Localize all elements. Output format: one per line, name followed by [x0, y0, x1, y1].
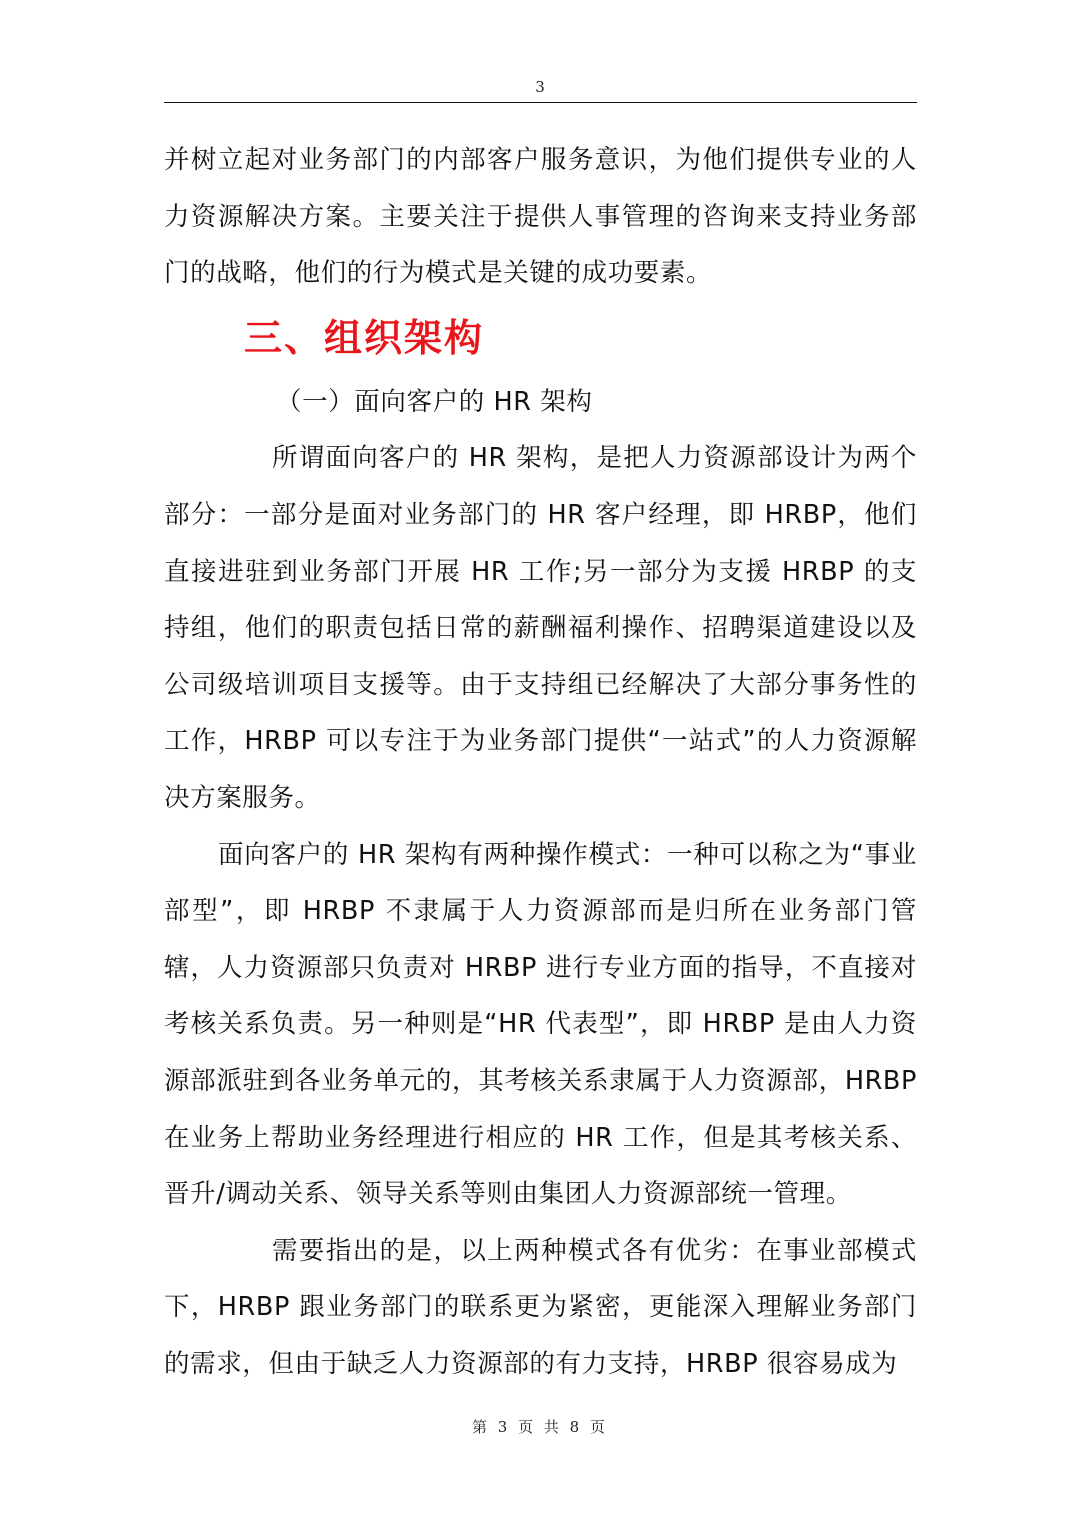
document-body	[164, 132, 917, 1392]
header-rule	[164, 102, 917, 103]
paragraph-3: 需要指出的是，以上两种模式各有优劣：在事业部模式下，HRBP 跟业务部门的联系更为紧密，更能深入理解业务部门的需求，但由于缺乏人力资源部的有力支持，HRBP 很容易成为	[164, 1235, 917, 1379]
paragraph-intro: 并树立起对业务部门的内部客户服务意识，为他们提供专业的人力资源解决方案。主要关注于提供人事管理的咨询来支持业务部门的战略，他们的行为模式是关键的成功要素。	[164, 145, 917, 289]
sub-heading: （一）面向客户的 HR 架构	[276, 386, 593, 417]
paragraph-2: 面向客户的 HR 架构有两种操作模式：一种可以称之为“事业部型”，即 HRBP 不隶属于人力资源部而是归所在业务部门管辖，人力资源部只负责对 HRBP 进行专业方面的指导，不直接对考核关系负责。另一种则是“HR 代表型”，即 HRBP 是由人力资源部派驻到各业务单元的，其考核关系隶属于人力资源部，HRBP 在业务上帮助业务经理进行相应的 HR 工作，但是其考核关系、晋升/调动关系、领导关系等则由集团人力资源部统一管理。	[164, 839, 917, 1210]
footer-page-info: 第 3 页 共 8 页	[472, 1418, 608, 1436]
section-heading: 三、组织架构	[244, 315, 485, 360]
header-page-number: 3	[535, 78, 545, 96]
paragraph-1: 所谓面向客户的 HR 架构，是把人力资源部设计为两个部分：一部分是面对业务部门的 HR 客户经理，即 HRBP，他们直接进驻到业务部门开展 HR 工作;另一部分为支援 HRBP 的支持组，他们的职责包括日常的薪酬福利操作、招聘渠道建设以及公司级培训项目支援等。由于支持组已经解决了大部分事务性的工作，HRBP 可以专注于为业务部门提供“一站式”的人力资源解决方案服务。	[164, 443, 917, 813]
